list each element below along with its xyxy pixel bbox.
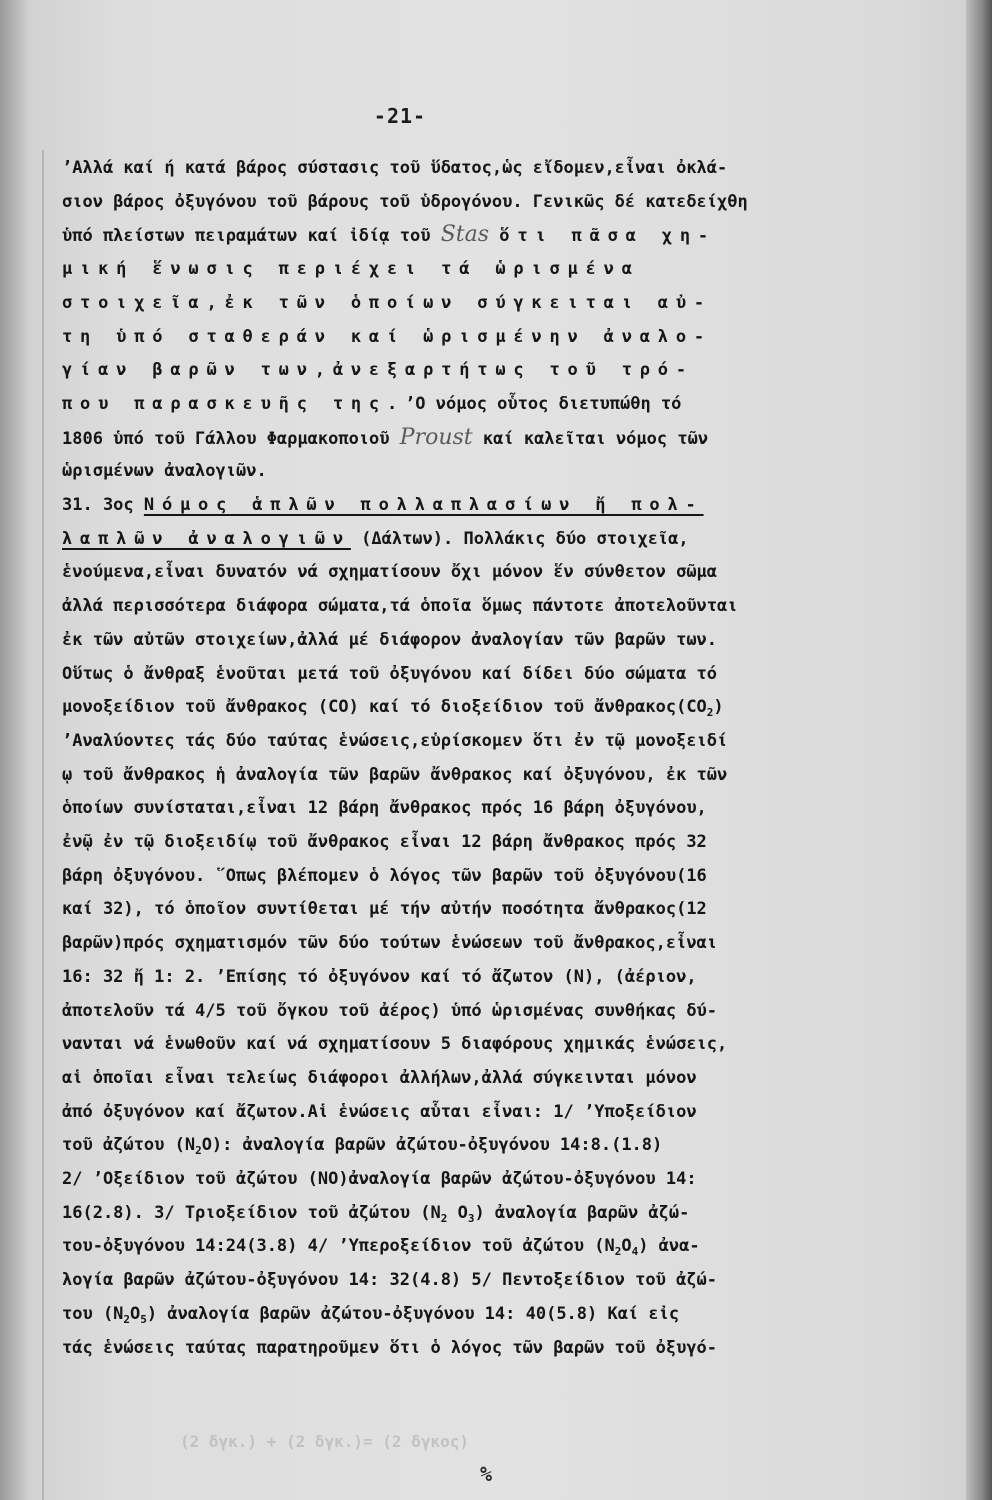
line-text: βάρη ὀξυγόνου. ῞Οπως βλέπομεν ὁ λόγος τῶν βαρῶν τοῦ ὀξυγόνου(16 (62, 865, 707, 886)
line-text: ἐνῷ ἐν τῷ διοξειδίῳ τοῦ ἄνθρακος εἶναι 12 βάρη ἄνθρακος πρός 32 (62, 832, 707, 852)
text-line (62, 394, 942, 414)
subscript: 2 (706, 706, 714, 720)
subscript: 2 (614, 1245, 622, 1259)
text-line (62, 1034, 942, 1054)
line-text: (Δάλτων). Πολλάκις δύο στοιχεῖα, (350, 528, 689, 549)
line-text: ’Αναλύοντες τάς δύο ταύτας ἑνώσεις,εὑρίσκομεν ὅτι ἐν τῷ μονοξειδί (62, 730, 728, 751)
text-line (62, 1102, 942, 1122)
text-line (62, 866, 942, 886)
bottom-mark: % (480, 1462, 493, 1486)
line-text: ἑνούμενα,εἶναι δυνατόν νά σχηματίσουν ὄχι μόνον ἕν σύνθετον σῶμα (62, 562, 718, 583)
text-line (62, 327, 942, 347)
line-text: O): ἀναλογία βαρῶν ἀζώτου-ὀξυγόνου 14:8.(1.8) (201, 1135, 663, 1156)
handwritten-name: Stas (440, 222, 490, 248)
text-line (62, 731, 942, 751)
line-text: ’Ο νόμος οὗτος διετυπώθη τό (405, 393, 682, 414)
bleed-through-text: (2 δγκ.) + (2 δγκ.)= (2 δγκος) (180, 1432, 469, 1451)
text-line (62, 192, 942, 212)
text-line (62, 424, 942, 450)
subscript: 5 (140, 1312, 147, 1326)
line-text: τοῦ ἀζώτου (N (62, 1135, 196, 1156)
page-number: -21- (373, 104, 427, 128)
line-text: O (447, 1202, 468, 1223)
line-text: γίαν βαρῶν των,ἀνεξαρτήτως τοῦ τρό- (62, 360, 694, 381)
line-text: που παρασκευῆς της. (62, 393, 406, 414)
line-text: στοιχεῖα,ἐκ τῶν ὁποίων σύγκειται αὐ- (62, 292, 712, 313)
line-text: ἐκ τῶν αὐτῶν στοιχείων,ἀλλά μέ διάφορον ἀναλογίαν τῶν βαρῶν των. (62, 629, 718, 650)
line-text: μονοξείδιον τοῦ ἄνθρακος (CO) καί τό διοξείδιον τοῦ ἄνθρακος(CO (62, 697, 707, 718)
line-text: ὁποίων συνίσταται,εἶναι 12 βάρη ἄνθρακος πρός 16 βάρη ὀξυγόνου, (62, 798, 707, 819)
subscript: 4 (631, 1245, 639, 1259)
text-line (62, 1304, 942, 1330)
line-text: του-ὀξυγόνου 14:24(3.8) 4/ ’Υπεροξείδιον τοῦ ἀζώτου (N (62, 1236, 615, 1257)
line-text: νανται νά ἑνωθοῦν καί νά σχηματίσουν 5 διαφόρους χημικάς ἑνώσεις, (62, 1034, 728, 1055)
subscript: 2 (195, 1144, 202, 1158)
line-text: ῳ τοῦ ἄνθρακος ἡ ἀναλογία τῶν βαρῶν ἄνθρακος καί ὀξυγόνου, ἐκ τῶν (62, 764, 728, 785)
line-text: ) ἀναλογία βαρῶν ἀζώ- (474, 1202, 690, 1223)
subscript: 2 (440, 1211, 448, 1225)
text-line (62, 259, 942, 279)
line-text: του (N (62, 1303, 124, 1324)
line-text: 16(2.8). 3/ Τριοξείδιον τοῦ ἀζώτου (N (62, 1202, 441, 1223)
text-line (62, 933, 942, 953)
text-line (62, 798, 942, 818)
line-text: ὡρισμένων ἀναλογιῶν. (62, 461, 267, 482)
line-text: 2/ ’Οξείδιον τοῦ ἀζώτου (NO)ἀναλογία βαρῶν ἀζώτου-ὀξυγόνου 14: (62, 1169, 697, 1189)
line-text: ἀποτελοῦν τά 4/5 τοῦ ὄγκου τοῦ ἀέρος) ὑπό ὡρισμένας συνθήκας δύ- (62, 1000, 718, 1021)
text-line (62, 630, 942, 650)
text-line (62, 596, 942, 616)
text-line (62, 967, 942, 987)
line-text: 16: 32 ἤ 1: 2. ’Επίσης τό ὀξυγόνον καί τό ἄζωτον (N), (ἀέριον, (62, 966, 697, 987)
line-text: σιον βάρος ὀξυγόνου τοῦ βάρους τοῦ ὑδρογόνου. Γενικῶς δέ κατεδείχθη (62, 191, 748, 212)
line-text: ὑπό πλείστων πειραμάτων καί ἰδίᾳ τοῦ (62, 226, 431, 247)
subscript: 3 (467, 1211, 475, 1225)
text-line (62, 832, 942, 852)
text-line (62, 1001, 942, 1021)
text-line (62, 222, 942, 248)
text-line (62, 1236, 942, 1262)
line-text: ) ἀνα- (638, 1236, 700, 1257)
text-line (62, 1135, 942, 1161)
handwritten-name: Proust (399, 424, 473, 450)
line-text: μική ἕνωσις περιέχει τά ὡρισμένα (62, 259, 640, 280)
line-text: ’Αλλά καί ή κατά βάρος σύστασις τοῦ ὕδατος,ὡς εἴδομεν,εἶναι ὀκλά- (62, 158, 728, 178)
law-title-underlined: λαπλῶν ἀναλογιῶν (62, 528, 351, 549)
text-line (62, 529, 942, 549)
line-text: ) ἀναλογία βαρῶν ἀζώτου-ὀξυγόνου 14: 40(5.8) Καί εἰς (146, 1303, 680, 1324)
text-line (62, 1068, 942, 1088)
line-text: Οὕτως ὁ ἄνθραξ ἑνοῦται μετά τοῦ ὀξυγόνου καί δίδει δύο σώματα τό (62, 663, 718, 684)
text-line (62, 158, 942, 178)
line-text: ἀπό ὀξυγόνον καί ἄζωτον.Αἱ ἑνώσεις αὗται εἶναι: 1/ ’Υποξείδιον (62, 1101, 697, 1122)
text-line (62, 1270, 942, 1290)
line-text: αἱ ὁποῖαι εἶναι τελείως διάφοροι ἀλλήλων,ἀλλά σύγκεινται μόνον (62, 1067, 697, 1088)
line-text: καί 32), τό ὁποῖον συντίθεται μέ τήν αὐτήν ποσότητα ἄνθρακος(12 (62, 899, 707, 920)
line-text: λογία βαρῶν ἀζώτου-ὀξυγόνου 14: 32(4.8) 5/ Πεντοξείδιον τοῦ ἀζώ- (62, 1270, 718, 1291)
text-line (62, 562, 942, 582)
law-title-underlined: Νόμος ἁπλῶν πολλαπλασίων ἤ πολ- (143, 495, 704, 515)
text-line (62, 461, 942, 481)
line-text: O (130, 1303, 141, 1324)
text-line (62, 899, 942, 919)
subscript: 2 (123, 1312, 131, 1326)
line-text: τάς ἑνώσεις ταύτας παρατηροῦμεν ὅτι ὁ λόγος τῶν βαρῶν τοῦ ὀξυγό- (62, 1337, 718, 1358)
line-text: ὅτι πᾶσα χη- (499, 226, 716, 247)
text-line (62, 664, 942, 684)
line-text: καί καλεῖται νόμος τῶν (482, 428, 709, 449)
text-line (62, 360, 942, 380)
text-line (62, 1169, 942, 1189)
line-text: 1806 ὑπό τοῦ Γάλλου Φαρμακοποιοῦ (62, 428, 390, 449)
line-text: O (621, 1236, 632, 1257)
text-line (62, 697, 942, 723)
text-line (62, 765, 942, 785)
text-line (62, 1338, 942, 1358)
line-text: 31. 3ος (62, 495, 144, 515)
line-text: ) (713, 697, 724, 718)
text-line (62, 495, 942, 515)
line-text: ἀλλά περισσότερα διάφορα σώματα,τά ὁποῖα ὅμως πάντοτε ἀποτελοῦνται (62, 596, 738, 617)
line-text: τη ὑπό σταθεράν καί ὡρισμένην ἀναλο- (62, 326, 712, 347)
text-line (62, 293, 942, 313)
text-line (62, 1203, 942, 1229)
line-text: βαρῶν)πρός σχηματισμόν τῶν δύο τούτων ἑνώσεων τοῦ ἄνθρακος,εἶναι (62, 933, 718, 954)
